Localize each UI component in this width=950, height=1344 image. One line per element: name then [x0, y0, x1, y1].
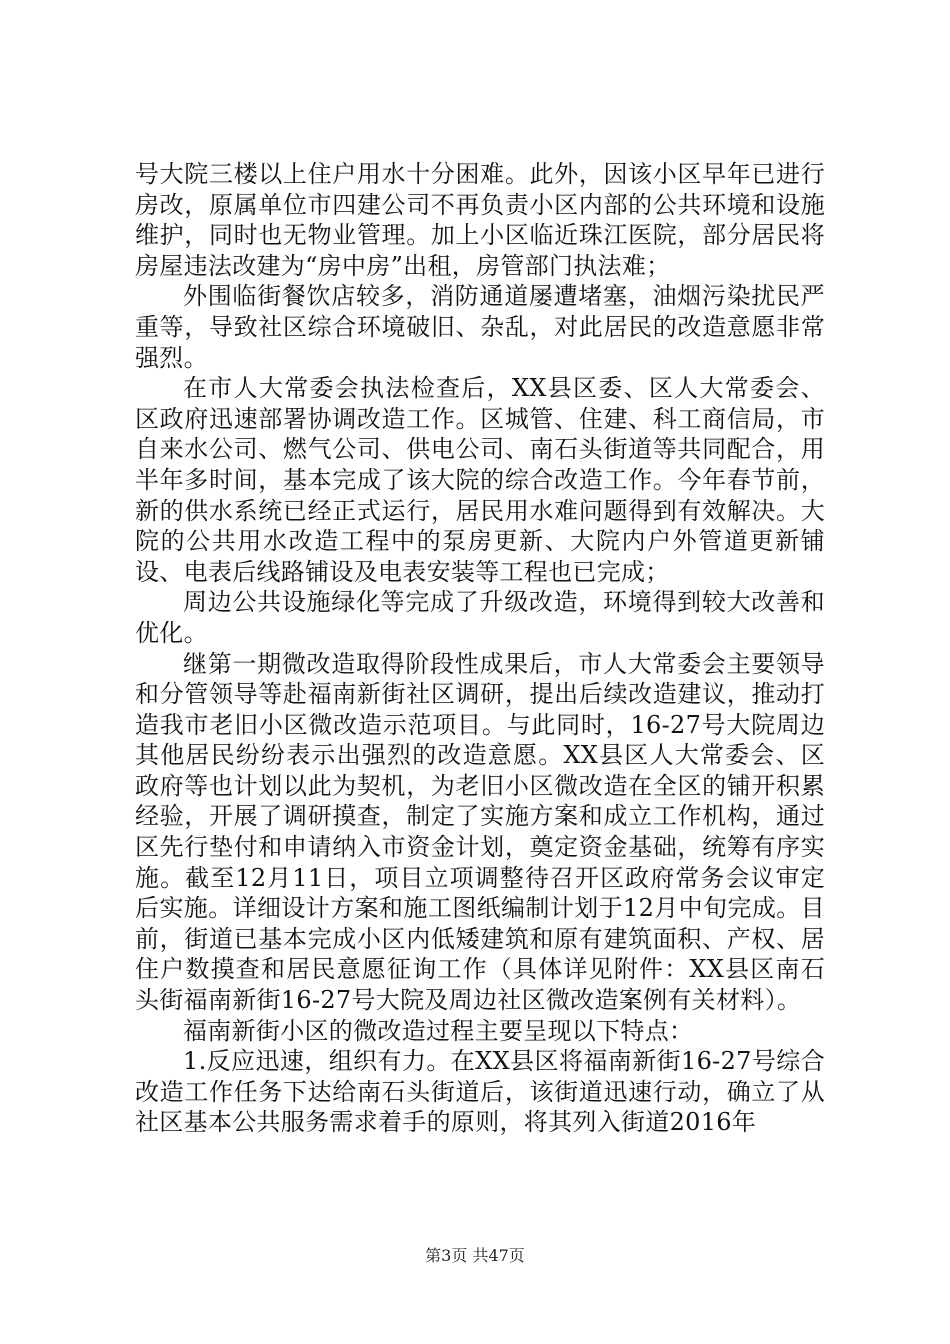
paragraph: 在市人大常委会执法检查后，XX县区委、区人大常委会、区政府迅速部署协调改造工作。区城管、住建、科工商信局，市自来水公司、燃气公司、供电公司、南石头街道等共同配合，用半年多时间，基本完成了该大院的综合改造工作。今年春节前，新的供水系统已经正式运行，居民用水难问题得到有效解决。大院的公共用水改造工程中的泵房更新、大院内户外管道更新铺设、电表后线路铺设及电表安装等工程也已完成；: [135, 374, 825, 586]
paragraph: 继第一期微改造取得阶段性成果后，市人大常委会主要领导和分管领导等赴福南新街社区调研，提出后续改造建议，推动打造我市老旧小区微改造示范项目。与此同时，16-27号大院周边其他居民纷纷表示出强烈的改造意愿。XX县区人大常委会、区政府等也计划以此为契机，为老旧小区微改造在全区的铺开积累经验，开展了调研摸查，制定了实施方案和成立工作机构，通过区先行垫付和申请纳入市资金计划，奠定资金基础，统筹有序实施。截至12月11日，项目立项调整待召开区政府常务会议审定后实施。详细设计方案和施工图纸编制计划于12月中旬完成。目前，街道已基本完成小区内低矮建筑和原有建筑面积、产权、居住户数摸查和居民意愿征询工作（具体详见附件：XX县区南石头街福南新街16-27号大院及周边社区微改造案例有关材料）。: [135, 649, 825, 1015]
paragraph: 周边公共设施绿化等完成了升级改造，环境得到较大改善和优化。: [135, 588, 825, 647]
paragraph: 福南新街小区的微改造过程主要呈现以下特点：: [183, 1016, 694, 1045]
paragraph-numbered: 1.反应迅速，组织有力。在XX县区将福南新街16-27号综合改造工作任务下达给南石头街道后，该街道迅速行动，确立了从社区基本公共服务需求着手的原则，将其列入街道2016年: [135, 1047, 825, 1137]
paragraph-continuation: 号大院三楼以上住户用水十分困难。此外，因该小区早年已进行房改，原属单位市四建公司不再负责小区内部的公共环境和设施维护，同时也无物业管理。加上小区临近珠江医院，部分居民将房屋违法改建为“房中房”出租，房管部门执法难；: [135, 160, 825, 280]
paragraph: 外围临街餐饮店较多，消防通道屡遭堵塞，油烟污染扰民严重等，导致社区综合环境破旧、杂乱，对此居民的改造意愿非常强烈。: [135, 282, 825, 372]
page-number-footer: 第3页 共47页: [425, 1246, 525, 1265]
document-body: [135, 159, 825, 1138]
